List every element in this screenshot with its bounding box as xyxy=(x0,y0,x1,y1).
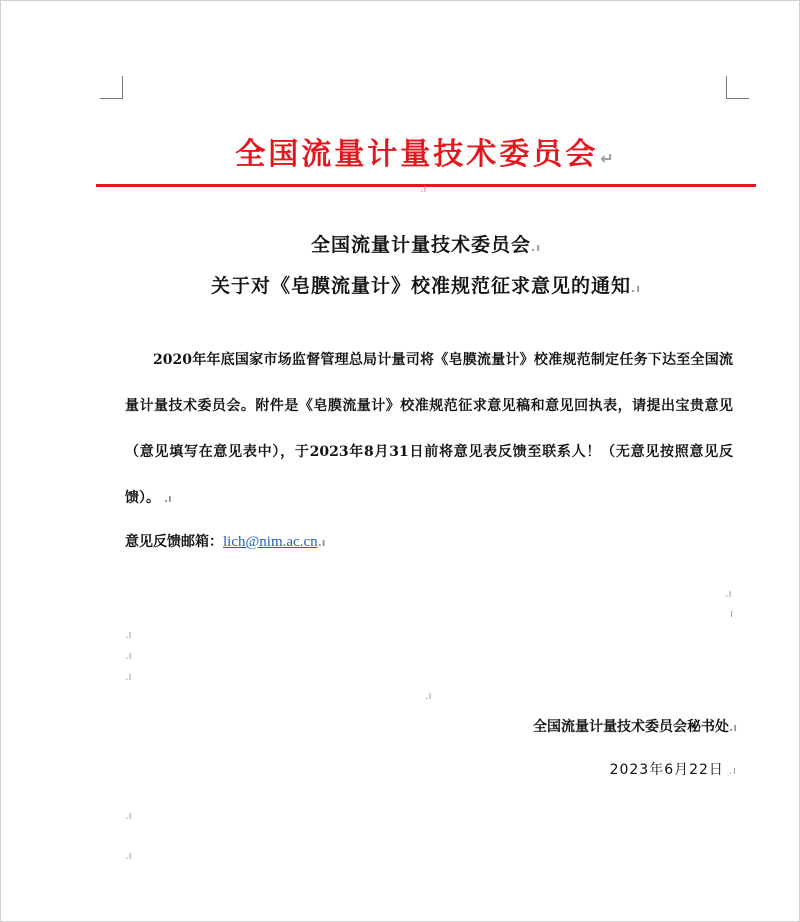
notice-body-paragraph: 2020年年底国家市场监督管理总局计量司将《皂膜流量计》校准规范制定任务下达至全国流量计量技术委员会。附件是《皂膜流量计》校准规范征求意见稿和意见回执表，请提出宝贵意见（意见填写在意见表中），于2023年8月31日前将意见表反馈至联系人！（无意见按照意见反馈）。 .ı xyxy=(125,352,733,506)
paragraph-mark-icon: .ı xyxy=(125,628,132,641)
signature-org: 全国流量计量技术委员会秘书处.ı xyxy=(533,719,737,735)
signature-date: 2023年6月22日 .ı xyxy=(609,762,737,778)
paragraph-mark-icon: .ı xyxy=(125,809,132,822)
feedback-email-link[interactable]: lich@nim.ac.cn xyxy=(223,534,318,550)
paragraph-mark-icon: .ı xyxy=(125,670,132,683)
paragraph-mark-icon: ↵ xyxy=(600,149,617,168)
paragraph-mark-icon: .ı xyxy=(125,649,132,662)
paragraph-mark-icon: .ı xyxy=(725,587,732,600)
header-title: 全国流量计量技术委员会 ↵ xyxy=(235,137,617,172)
paragraph-mark-icon: .ı xyxy=(125,849,132,862)
paragraph-mark-icon: ı xyxy=(730,607,734,620)
margin-corner-top-right xyxy=(726,76,749,99)
paragraph-mark-icon: .ı xyxy=(425,689,432,702)
margin-corner-top-left xyxy=(100,76,123,99)
paragraph-mark-icon: .ı xyxy=(420,182,427,195)
feedback-line: 意见反馈邮箱：lich@nim.ac.cn.ı xyxy=(125,534,326,550)
notice-title-line1: 全国流量计量技术委员会.ı xyxy=(311,234,541,256)
notice-title-line2: 关于对《皂膜流量计》校准规范征求意见的通知.ı xyxy=(211,275,641,297)
feedback-label: 意见反馈邮箱： xyxy=(125,534,223,550)
